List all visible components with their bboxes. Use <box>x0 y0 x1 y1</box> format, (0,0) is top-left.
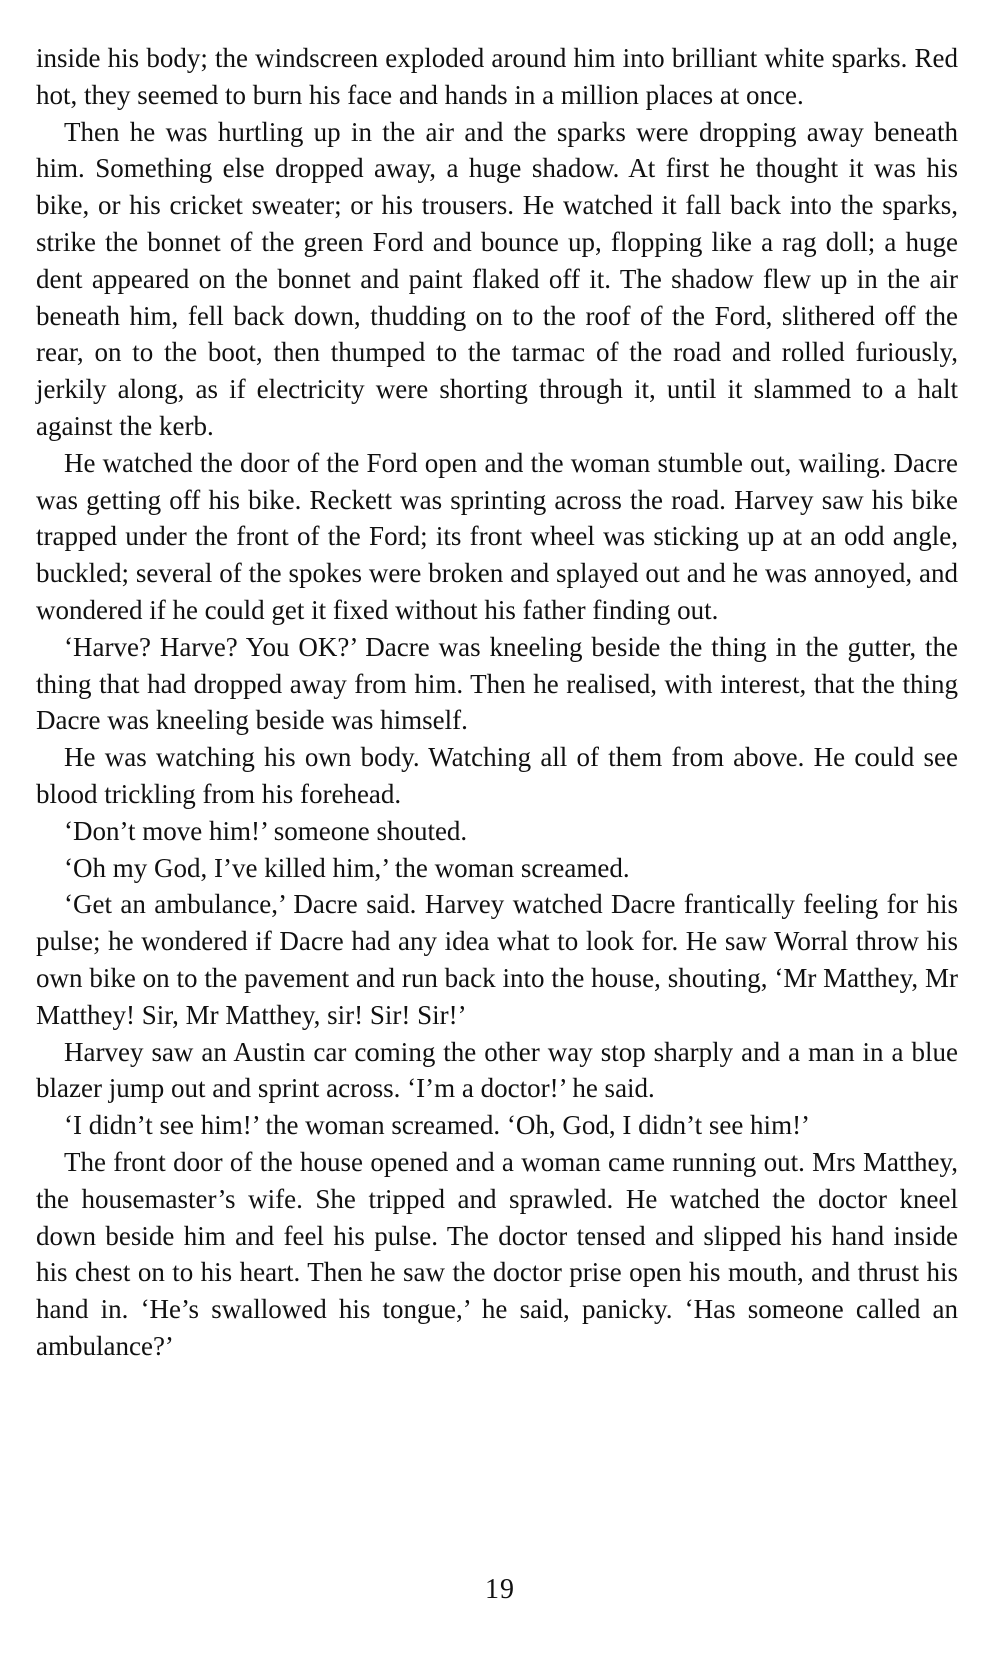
paragraph-4: ‘Harve? Harve? You OK?’ Dacre was kneeling beside the thing in the gutter, the thing that had dropped away from him. Then he realised, with interest, that the thing Dacre was kneeling beside was himself. <box>36 631 958 736</box>
paragraph-9: Harvey saw an Austin car coming the other way stop sharply and a man in a blue blazer jump out and sprint across. ‘I’m a doctor!’ he said. <box>36 1036 958 1104</box>
paragraph-2: Then he was hurtling up in the air and the sparks were dropping away beneath him. Something else dropped away, a huge shadow. At first he thought it was his bike, or his cricket sweater; or his trousers. He watched it fall back into the sparks, strike the bonnet of the green Ford and bounce up, flopping like a rag doll; a huge dent appeared on the bonnet and paint flaked off it. The shadow flew up in the air beneath him, fell back down, thudding on to the roof of the Ford, slithered off the rear, on to the boot, then thumped to the tarmac of the road and rolled furiously, jerkily along, as if electricity were shorting through it, until it slammed to a halt against the kerb. <box>36 116 958 441</box>
paragraph-5: He was watching his own body. Watching all of them from above. He could see blood trickling from his forehead. <box>36 742 958 809</box>
page-number: 19 <box>485 1574 515 1605</box>
paragraph-8: ‘Get an ambulance,’ Dacre said. Harvey watched Dacre frantically feeling for his pulse; he wondered if Dacre had any idea what to look for. He saw Worral throw his own bike on to the pavement and run back into the house, shouting, ‘Mr Matthey, Mr Matthey! Sir, Mr Matthey, sir! Sir! Sir!’ <box>36 889 958 1030</box>
paragraph-10: ‘I didn’t see him!’ the woman screamed. ‘Oh, God, I didn’t see him!’ <box>64 1110 811 1141</box>
paragraph-11: The front door of the house opened and a woman came running out. Mrs Matthey, the housemaster’s wife. She tripped and sprawled. He watched the doctor kneel down beside him and feel his pulse. The doctor tensed and slipped his hand inside his chest on to his heart. Then he saw the doctor prise open his mouth, and thrust his hand in. ‘He’s swallowed his tongue,’ he said, panicky. ‘Has someone called an ambulance?’ <box>36 1146 958 1361</box>
paragraph-7: ‘Oh my God, I’ve killed him,’ the woman screamed. <box>64 852 630 883</box>
book-page-text <box>36 40 958 1365</box>
paragraph-6: ‘Don’t move him!’ someone shouted. <box>64 815 468 846</box>
paragraph-1: inside his body; the windscreen exploded around him into brilliant white sparks. Red hot, they seemed to burn his face and hands in a million places at once. <box>36 43 958 110</box>
paragraph-3: He watched the door of the Ford open and the woman stumble out, wailing. Dacre was getting off his bike. Reckett was sprinting across the road. Harvey saw his bike trapped under the front of the Ford; its front wheel was sticking up at an odd angle, buckled; several of the spokes were broken and splayed out and he was annoyed, and wondered if he could get it fixed without his father finding out. <box>36 447 958 625</box>
